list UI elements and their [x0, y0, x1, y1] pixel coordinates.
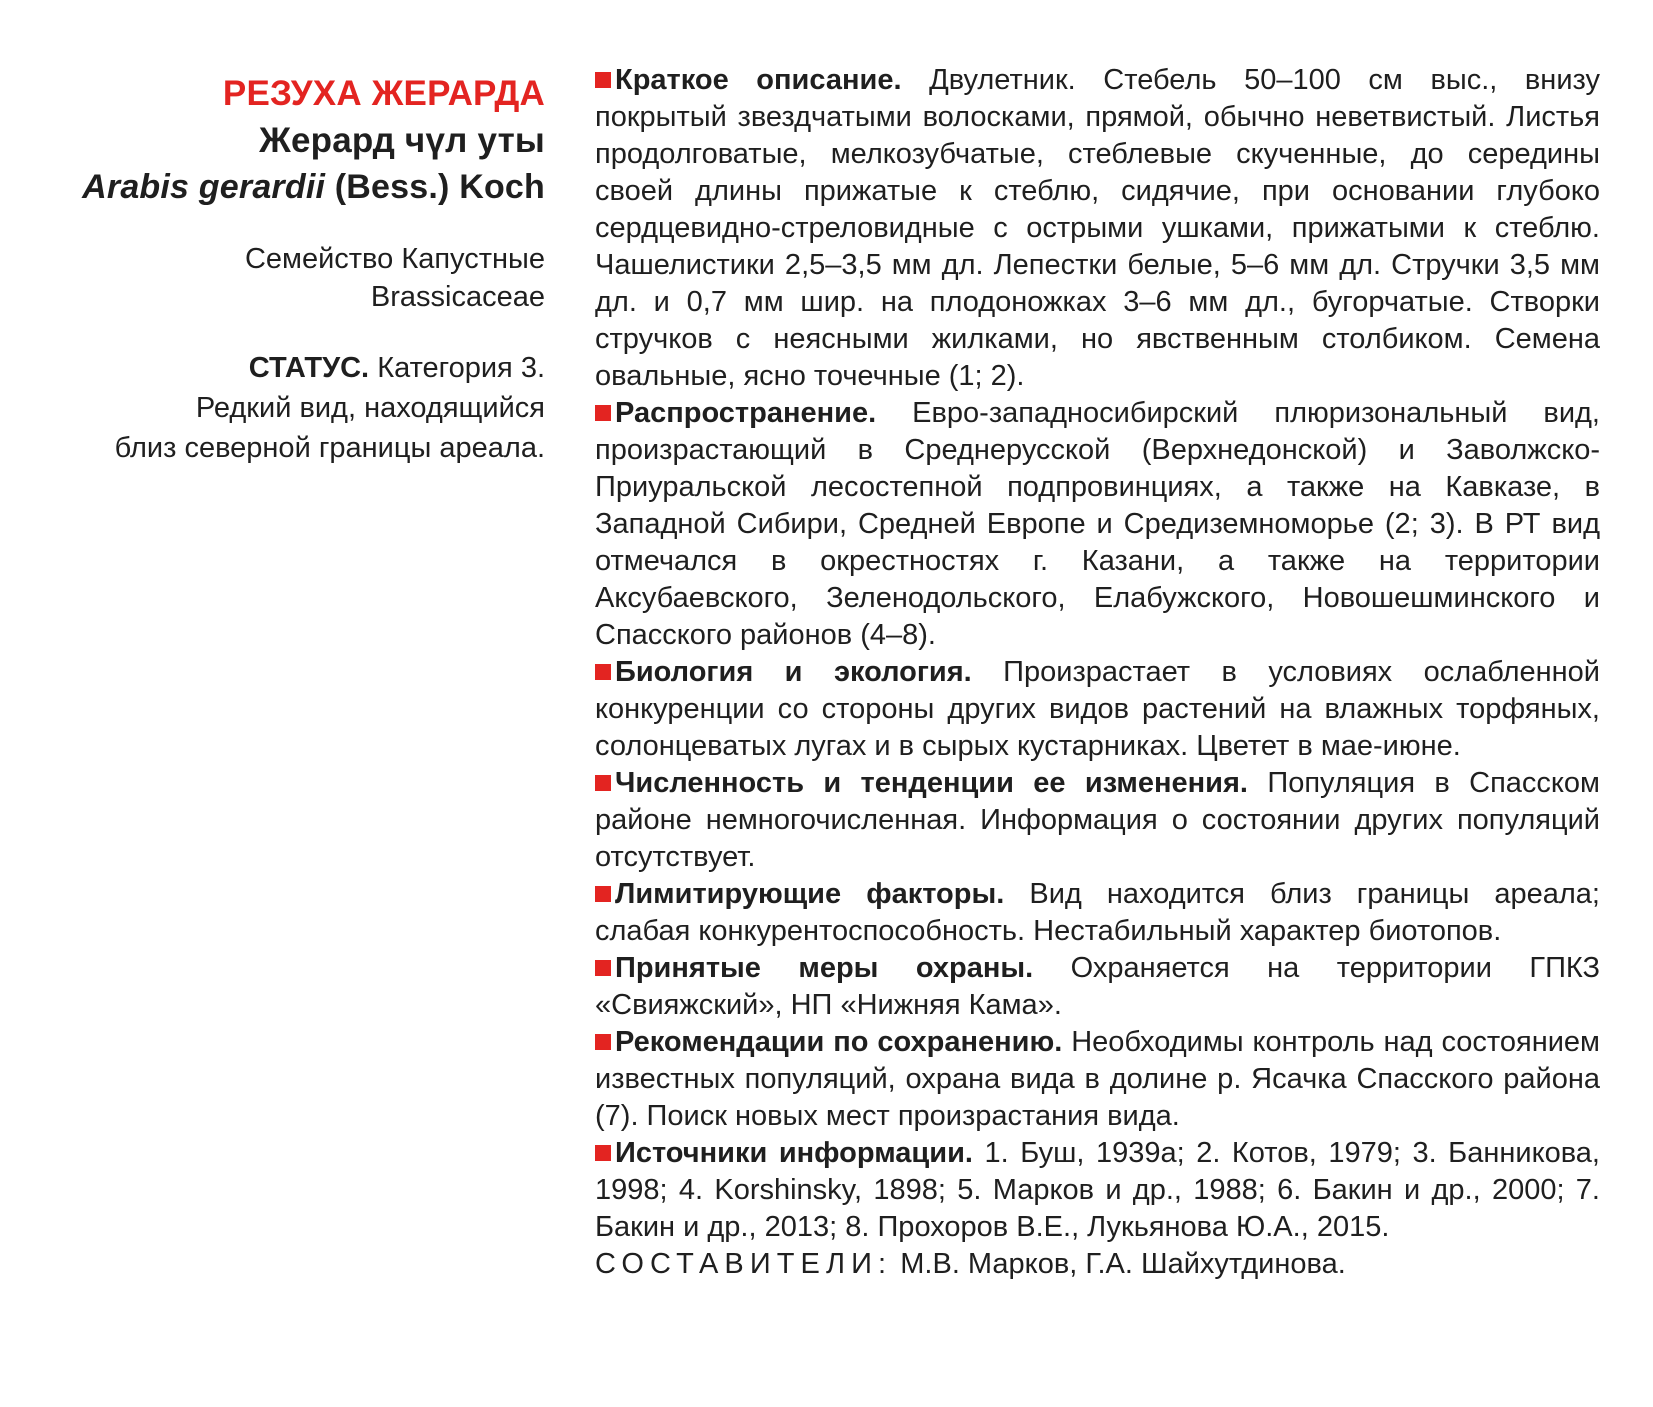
section-heading: Распространение. [615, 397, 877, 429]
red-square-bullet-icon [595, 775, 611, 791]
section-body: Произрастает в условиях ослабленной конкуренции со стороны других видов растений на влажных торфяных, солонцеватых лугах и в сырых кустарниках. Цветет в мае-июне. [595, 656, 1600, 762]
status-line-3: близ северной границы ареала. [114, 432, 545, 464]
species-account-column [595, 62, 1600, 1407]
latin-binomial: Arabis gerardii [82, 168, 326, 206]
compilers-line [595, 1246, 1600, 1283]
section-conservation-recommendations [595, 1024, 1600, 1135]
compilers-names: М.В. Марков, Г.А. Шайхутдинова. [900, 1248, 1346, 1280]
section-heading: Биология и экология. [615, 656, 972, 688]
red-square-bullet-icon [595, 1145, 611, 1161]
section-heading: Лимитирующие факторы. [615, 878, 1005, 910]
section-heading: Численность и тенденции ее изменения. [615, 767, 1248, 799]
family-block [75, 240, 545, 316]
section-body: Охраняется на территории ГПКЗ «Свияжский», НП «Нижняя Кама». [595, 952, 1600, 1021]
section-protection-measures [595, 950, 1600, 1024]
section-body: Необходимы контроль над состоянием известных популяций, охрана вида в долине р. Ясачка Спасского района (7). Поиск новых мест произрастания вида. [595, 1026, 1600, 1132]
section-heading: Краткое описание. [615, 64, 902, 96]
section-heading: Источники информации. [615, 1137, 973, 1169]
family-latin: Brassicaceae [370, 281, 545, 313]
section-information-sources [595, 1135, 1600, 1246]
section-body: Вид находится близ границы ареала; слабая конкурентоспособность. Нестабильный характер биотопов. [595, 878, 1600, 947]
red-square-bullet-icon [595, 405, 611, 421]
section-body: 1. Буш, 1939а; 2. Котов, 1979; 3. Банникова, 1998; 4. Korshinsky, 1898; 5. Марков и др., 1988; 6. Бакин и др., 2000; 7. Бакин и др., 2013; 8. Прохоров В.Е., Лукьянова Ю.А., 2015. [595, 1137, 1600, 1243]
species-name-tatar: Жерард чүл уты [259, 121, 545, 160]
status-line-2: Редкий вид, находящийся [195, 392, 545, 424]
species-name-latin [75, 164, 545, 211]
section-distribution [595, 395, 1600, 654]
section-body: Популяция в Спасском районе немногочисленная. Информация о состоянии других популяций отсутствует. [595, 767, 1600, 873]
section-limiting-factors [595, 876, 1600, 950]
status-block [75, 348, 545, 468]
section-body: Двулетник. Стебель 50–100 см выс., внизу покрытый звездчатыми волосками, прямой, обычно неветвистый. Листья продолговатые, мелкозубчатые, стеблевые скученные, до середины своей длины прижатые к стеблю, сидячие, при основании глубоко сердцевидно-стреловидные с острыми ушками, прижатыми к стеблю. Чашелистики 2,5–3,5 мм дл. Лепестки белые, 5–6 мм дл. Стручки 3,5 мм дл. и 0,7 мм шир. на плодоножках 3–6 мм дл., бугорчатые. Створки стручков с неясными жилками, но явственным столбиком. Семена овальные, ясно точечные (1; 2). [595, 64, 1600, 392]
species-name-russian: РЕЗУХА ЖЕРАРДА [222, 74, 545, 113]
red-square-bullet-icon [595, 886, 611, 902]
species-header-column [75, 62, 545, 1407]
section-heading: Принятые меры охраны. [615, 952, 1034, 984]
status-label: СТАТУС. [248, 352, 370, 384]
family-russian: Семейство Капустные [244, 243, 545, 275]
red-square-bullet-icon [595, 1034, 611, 1050]
red-square-bullet-icon [595, 960, 611, 976]
status-category: Категория 3. [377, 352, 545, 384]
red-square-bullet-icon [595, 72, 611, 88]
status-line-1 [75, 348, 545, 388]
section-heading: Рекомендации по сохранению. [615, 1026, 1063, 1058]
compilers-label: СОСТАВИТЕЛИ: [595, 1248, 893, 1280]
red-square-bullet-icon [595, 664, 611, 680]
section-body: Евро-западносибирский плюризональный вид, произрастающий в Среднерусской (Верхнедонской) и Заволжско-Приуральской лесостепной подпровинциях, а также на Кавказе, в Западной Сибири, Средней Европе и Средиземноморье (2; 3). В РТ вид отмечался в окрестностях г. Казани, а также на территории Аксубаевского, Зеленодольского, Елабужского, Новошешминского и Спасского районов (4–8). [595, 397, 1600, 651]
section-biology-ecology [595, 654, 1600, 765]
latin-authority: (Bess.) Koch [334, 168, 545, 206]
section-population-trends [595, 765, 1600, 876]
section-brief-description [595, 62, 1600, 395]
